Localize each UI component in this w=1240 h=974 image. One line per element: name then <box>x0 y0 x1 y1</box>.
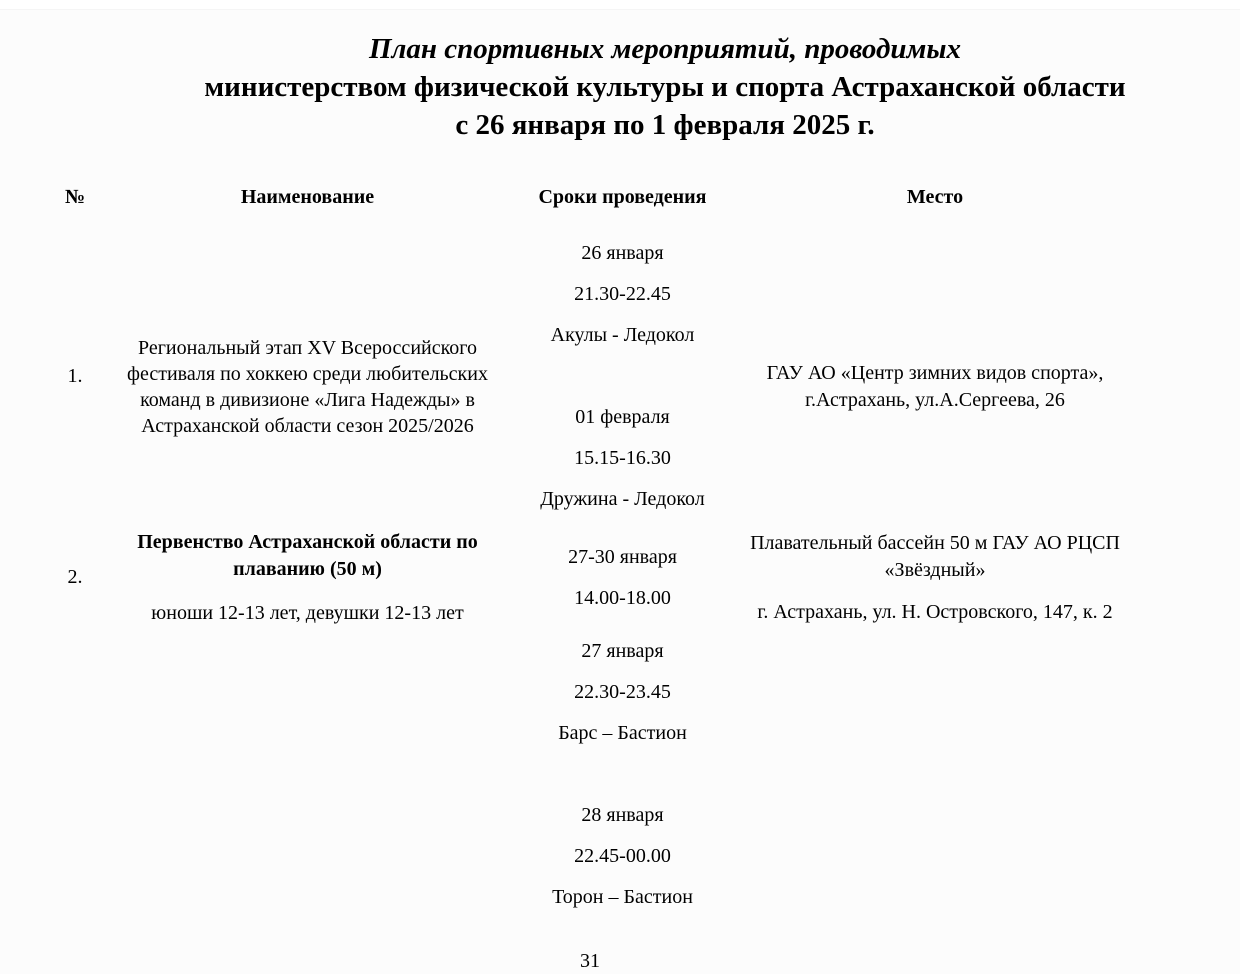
schedule-match: Акулы - Ледокол <box>550 324 695 346</box>
schedule-match: Дружина - Ледокол <box>540 488 705 510</box>
event-name-title: Первенство Астраханской области по плаванию (50 м) <box>137 531 478 580</box>
row-number: 1. <box>67 365 83 387</box>
table-row <box>45 529 1240 626</box>
place-line: г.Астрахань, ул.А.Сергеева, 26 <box>805 388 1065 411</box>
place-address: г. Астрахань, ул. Н. Островского, 147, к. 2 <box>757 601 1113 623</box>
event-schedule <box>510 631 735 918</box>
event-name-subtitle: юноши 12-13 лет, девушки 12-13 лет <box>151 602 464 624</box>
event-schedule <box>510 233 735 520</box>
event-place <box>735 340 1135 414</box>
title-line-2: министерством физической культуры и спорта Астраханской области <box>204 71 1126 103</box>
place-line: ГАУ АО «Центр зимних видов спорта», <box>766 361 1104 384</box>
table-header-row <box>45 186 1240 209</box>
schedule-time: 14.00-18.00 <box>574 586 671 609</box>
title-line-3: с 26 января по 1 февраля 2025 г. <box>455 109 875 141</box>
row-number: 2. <box>67 566 83 588</box>
events-table <box>0 186 1240 918</box>
schedule-match: Торон – Бастион <box>552 886 693 908</box>
schedule-time: 22.30-23.45 <box>574 681 671 703</box>
title-line-1: План спортивных мероприятий, проводимых <box>368 33 962 65</box>
schedule-group <box>510 631 735 754</box>
event-place <box>735 530 1135 625</box>
header-name: Наименование <box>240 186 375 208</box>
schedule-date: 01 февраля <box>575 406 670 428</box>
schedule-time: 22.45-00.00 <box>574 845 671 867</box>
schedule-time: 15.15-16.30 <box>574 447 671 469</box>
schedule-date: 28 января <box>581 804 664 826</box>
place-venue: Плавательный бассейн 50 м ГАУ АО РЦСП «Звёздный» <box>750 532 1120 581</box>
schedule-group <box>510 537 735 619</box>
schedule-group <box>510 795 735 918</box>
schedule-group <box>510 233 735 356</box>
schedule-time: 21.30-22.45 <box>574 283 671 305</box>
table-row <box>45 233 1240 520</box>
header-dates: Сроки проведения <box>538 186 707 208</box>
schedule-match: Барс – Бастион <box>558 722 687 744</box>
event-name: Региональный этап XV Всероссийского фестиваля по хоккею среди любительских команд в дивизионе «Лига Надежды» в Астраханской области сезон 2025/2026 <box>127 336 488 437</box>
schedule-date: 26 января <box>581 242 664 264</box>
window-top-edge <box>0 0 1240 10</box>
document-title <box>90 30 1240 144</box>
schedule-group <box>510 397 735 520</box>
schedule-date: 27 января <box>581 640 664 662</box>
header-number: № <box>64 186 86 208</box>
schedule-date: 27-30 января <box>568 545 677 568</box>
event-name <box>105 529 510 626</box>
event-schedule <box>510 537 735 619</box>
header-place: Место <box>906 186 964 208</box>
table-row <box>45 631 1240 918</box>
page-number: 31 <box>580 950 600 972</box>
